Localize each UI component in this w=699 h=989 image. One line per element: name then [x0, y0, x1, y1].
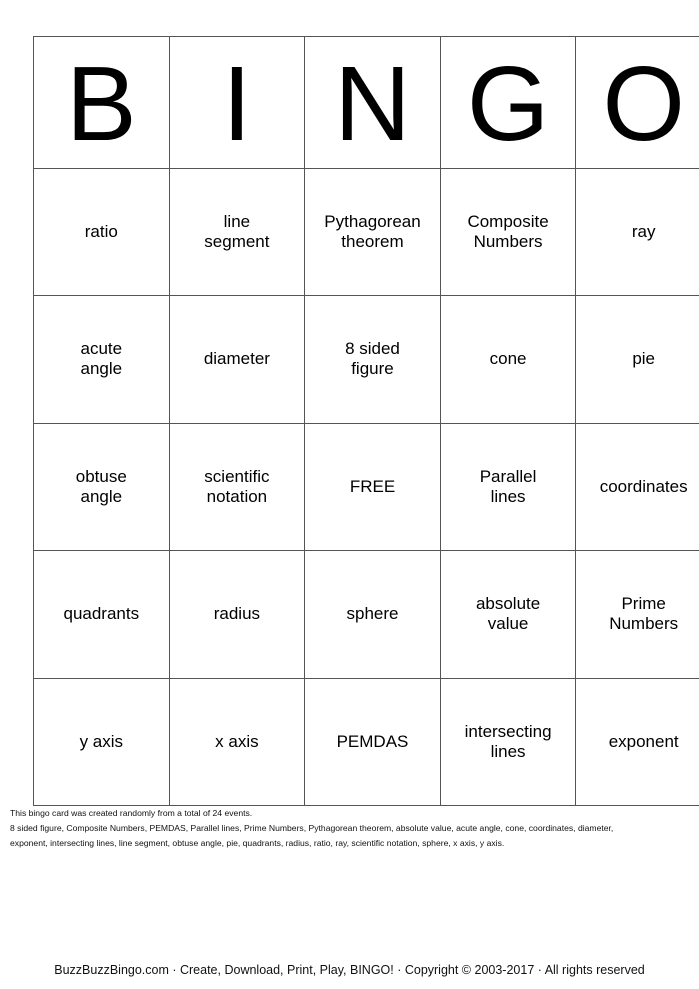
bingo-cell [576, 168, 699, 296]
cell-text: acute angle [80, 339, 123, 379]
bingo-cell [34, 423, 170, 551]
header-letter-i: I [169, 37, 305, 169]
card-notes [10, 806, 695, 851]
bingo-cell [440, 168, 576, 296]
cell-text: exponent [608, 731, 679, 751]
notes-word-list: 8 sided figure, Composite Numbers, PEMDAS, Parallel lines, Prime Numbers, Pythagorean theorem, absolute value, acute angle, cone, coordinates, diameter, [10, 823, 614, 833]
bingo-card [33, 36, 699, 806]
cell-text: ray [631, 221, 656, 241]
bingo-row [34, 423, 699, 551]
bingo-cell [576, 296, 699, 424]
bingo-cell [305, 678, 441, 806]
bingo-cell [169, 423, 305, 551]
cell-text: coordinates [599, 476, 688, 496]
cell-text: diameter [203, 349, 270, 369]
header-letter-o: O [576, 37, 699, 169]
cell-text: cone [489, 349, 527, 369]
bingo-cell [440, 423, 576, 551]
cell-text: x axis [215, 731, 259, 751]
cell-text: PEMDAS [336, 731, 409, 751]
bingo-cell [440, 678, 576, 806]
bingo-header-row [34, 37, 699, 169]
free-space-cell [305, 423, 441, 551]
cell-text: FREE [349, 476, 396, 496]
bingo-cell [305, 296, 441, 424]
cell-text: y axis [79, 731, 124, 751]
bingo-cell [305, 168, 441, 296]
bingo-cell [305, 551, 441, 679]
cell-text: sphere [346, 604, 399, 624]
cell-text: ratio [84, 221, 118, 241]
notes-summary: This bingo card was created randomly from a total of 24 events. [10, 808, 253, 818]
bingo-cell [169, 168, 305, 296]
cell-text: Parallel lines [479, 466, 537, 506]
cell-text: absolute value [475, 594, 541, 634]
cell-text: scientific notation [204, 466, 270, 506]
bingo-cell [34, 168, 170, 296]
cell-text: 8 sided figure [345, 339, 400, 379]
bingo-row [34, 296, 699, 424]
bingo-row [34, 168, 699, 296]
bingo-cell [576, 551, 699, 679]
bingo-cell [34, 551, 170, 679]
cell-text: line segment [204, 211, 270, 251]
bingo-cell [576, 678, 699, 806]
bingo-row [34, 551, 699, 679]
cell-text: obtuse angle [75, 466, 127, 506]
cell-text: quadrants [63, 604, 140, 624]
bingo-cell [576, 423, 699, 551]
header-letter-n: N [305, 37, 441, 169]
notes-word-list-continued: exponent, intersecting lines, line segment, obtuse angle, pie, quadrants, radius, ratio, ray, scientific notation, sphere, x axis, y axis. [10, 838, 505, 848]
bingo-cell [169, 551, 305, 679]
header-letter-b: B [34, 37, 170, 169]
header-letter-g: G [440, 37, 576, 169]
bingo-row [34, 678, 699, 806]
bingo-cell [169, 296, 305, 424]
cell-text: Pythagorean theorem [324, 211, 421, 251]
cell-text: intersecting lines [464, 721, 552, 761]
cell-text: Composite Numbers [467, 211, 549, 251]
bingo-cell [440, 551, 576, 679]
cell-text: Prime Numbers [609, 594, 679, 634]
bingo-cell [169, 678, 305, 806]
footer-copyright: BuzzBuzzBingo.com · Create, Download, Print, Play, BINGO! · Copyright © 2003-2017 · All rights reserved [54, 963, 645, 977]
bingo-cell [34, 296, 170, 424]
cell-text: radius [213, 604, 261, 624]
bingo-cell [440, 296, 576, 424]
cell-text: pie [632, 349, 656, 369]
bingo-cell [34, 678, 170, 806]
